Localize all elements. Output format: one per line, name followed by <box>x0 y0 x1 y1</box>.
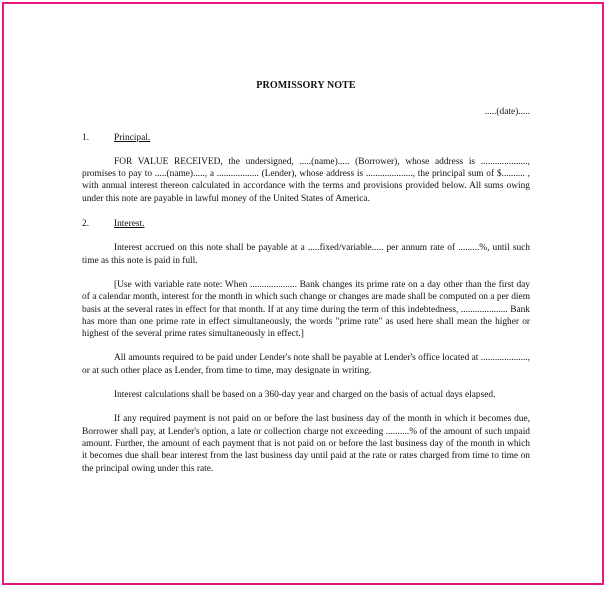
document-title: PROMISSORY NOTE <box>256 80 356 91</box>
section-number: 2. <box>82 219 90 230</box>
late-payment-paragraph: If any required payment is not paid on or before the last business day of the month in which it becomes due, Borrower shall pay, at Lender's option, a late or collection charge not exceeding ..........% of the amount of such unpaid amount. Further, the amount of each payment that is not paid on or before the last business day of the month in which it becomes due shall bear interest from the last business day until paid at the rate or rates charged from time to time on the principal owing under this rate. <box>82 414 530 474</box>
interest-paragraph: Interest accrued on this note shall be payable at a .....fixed/variable..... per annum rate of .........%, until such time as this note is paid in full. <box>82 243 530 266</box>
interest-calculation-paragraph: Interest calculations shall be based on a 360-day year and charged on the basis of actual days elapsed. <box>114 390 496 401</box>
section-heading-label: Principal. <box>114 132 151 143</box>
date-line: .....(date)..... <box>484 107 530 118</box>
principal-paragraph: FOR VALUE RECEIVED, the undersigned, .....(name)..... (Borrower), whose address is ...................., promises to pay to .....(name)....., a .................. (Lender), whose address is ...................., the principal sum of $.......... , with annual interest thereon calculated in accordance with the terms and provisions provided below. All sums owing under this note are payable in lawful money of the United States of America. <box>82 156 530 204</box>
section-heading-interest <box>82 218 530 230</box>
payment-location-paragraph: All amounts required to be paid under Lender's note shall be payable at Lender's office located at ...................., or at such other place as Lender, from time to time, may designate in writing. <box>82 353 530 376</box>
section-heading-principal <box>82 132 530 144</box>
document-frame <box>2 2 604 585</box>
section-heading-label: Interest. <box>114 219 145 230</box>
variable-rate-paragraph: [Use with variable rate note: When .................... Bank changes its prime rate on a day other than the first day of a calendar month, interest for the month in which such change or changes are made shall be computed on a per diem basis at the several rates in effect for that month. If at any time during the term of this indebtedness, .................... Bank has more than one prime rate in effect simultaneously, the words "prime rate" as used here shall mean the higher or highest of the several prime rates simultaneously in effect.] <box>82 279 530 340</box>
section-number: 1. <box>82 132 90 143</box>
promissory-note-document <box>82 80 530 487</box>
